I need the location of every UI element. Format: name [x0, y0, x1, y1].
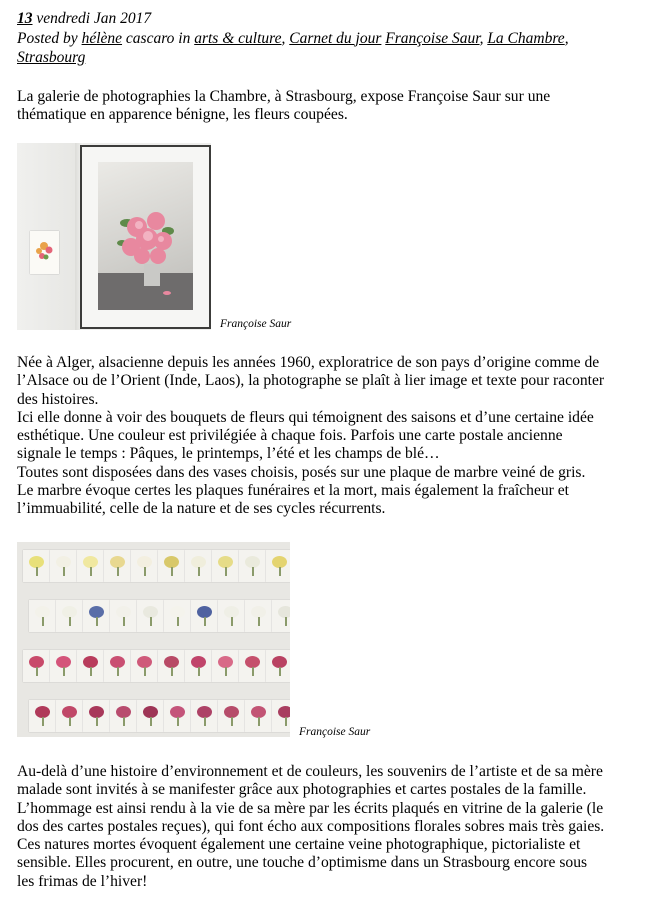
text-line: l’Alsace ou de l’Orient (Inde, Laos), la photographe se plaît à lier image et texte pour raconter — [17, 372, 605, 390]
flower-thumbnail — [50, 550, 77, 582]
stem-shape — [42, 717, 44, 726]
stem-shape — [252, 567, 254, 576]
category-separator: , — [281, 29, 290, 47]
stem-shape — [150, 717, 152, 726]
intro-paragraph — [17, 88, 643, 125]
stem-shape — [42, 617, 44, 626]
flower-thumbnail — [23, 550, 50, 582]
flower-thumbnail — [272, 600, 290, 632]
stem-shape — [63, 667, 65, 676]
flower-thumbnail — [239, 650, 266, 682]
exhibition-photo-peonies — [17, 143, 211, 330]
stem-shape — [144, 567, 146, 576]
posted-by-label: Posted by — [17, 29, 82, 47]
flower-thumbnail — [77, 550, 104, 582]
flower-thumbnail — [56, 700, 83, 732]
text-line: les frimas de l’hiver! — [17, 872, 148, 890]
stem-shape — [225, 567, 227, 576]
flower-thumbnail — [104, 650, 131, 682]
stem-shape — [279, 667, 281, 676]
text-line: Le marbre évoque certes les plaques funéraires et la mort, mais également la fraîcheur et — [17, 482, 570, 500]
stem-shape — [279, 567, 281, 576]
stem-shape — [96, 717, 98, 726]
flower-thumbnail — [272, 700, 290, 732]
flower-thumbnail — [110, 700, 137, 732]
text-line: Ici elle donne à voir des bouquets de fleurs qui témoignent des saisons et d’une certaine idée — [17, 408, 594, 426]
text-line: malade sont invités à se manifester grâce aux photographies et cartes postales de la famille. — [17, 781, 587, 799]
stem-shape — [123, 617, 125, 626]
category-link-strasbourg[interactable]: Strasbourg — [17, 49, 86, 66]
flower-thumbnail — [266, 650, 290, 682]
flower-thumbnail — [245, 700, 272, 732]
post-byline-cont — [17, 48, 637, 68]
flower-thumbnail — [185, 650, 212, 682]
text-line: signale le temps : Pâques, le printemps, l’été et les champs de blé… — [17, 445, 440, 463]
stem-shape — [285, 717, 287, 726]
flower-thumbnail — [218, 700, 245, 732]
flower-thumbnail — [83, 700, 110, 732]
stem-shape — [285, 617, 287, 626]
flower-thumbnail — [131, 550, 158, 582]
stem-shape — [204, 617, 206, 626]
flower-thumbnail — [218, 600, 245, 632]
flower-thumbnail — [212, 550, 239, 582]
bouquet-shape — [278, 706, 290, 718]
flower-thumbnail — [131, 650, 158, 682]
stem-shape — [258, 617, 260, 626]
text-line: thématique en apparence bénigne, les fleurs coupées. — [17, 106, 348, 124]
stem-shape — [225, 667, 227, 676]
stem-shape — [231, 717, 233, 726]
flower-thumbnail — [50, 650, 77, 682]
stem-shape — [36, 567, 38, 576]
stem-shape — [36, 667, 38, 676]
peony-bouquet-drawing — [17, 143, 211, 330]
flower-thumbnail — [266, 550, 290, 582]
stem-shape — [117, 667, 119, 676]
flower-thumbnail — [29, 600, 56, 632]
flower-thumbnail — [191, 700, 218, 732]
stem-shape — [90, 667, 92, 676]
category-link-arts[interactable]: arts & culture — [194, 29, 282, 47]
text-line: L’hommage est ainsi rendu à la vie de sa mère par les écrits plaqués en vitrine de la galerie (le — [17, 799, 604, 817]
flower-thumbnail — [83, 600, 110, 632]
flower-thumbnail — [56, 600, 83, 632]
stem-shape — [69, 617, 71, 626]
text-line: Toutes sont disposées dans des vases choisis, posés sur une plaque de marbre veiné de gris. — [17, 463, 586, 481]
flower-thumbnail — [164, 600, 191, 632]
text-line: des histoires. — [17, 390, 99, 408]
bouquet-shape — [278, 606, 290, 618]
category-link-la-chambre[interactable]: La Chambre — [487, 29, 565, 47]
stem-shape — [123, 717, 125, 726]
flower-thumbnail — [137, 700, 164, 732]
flower-thumbnail — [245, 600, 272, 632]
post-byline — [17, 29, 637, 49]
flower-thumbnail — [158, 550, 185, 582]
flower-thumbnail — [104, 550, 131, 582]
flower-thumbnail — [164, 700, 191, 732]
flower-thumbnail — [185, 550, 212, 582]
text-line: l’immuabilité, celle de la nature et de ses cycles récurrents. — [17, 500, 386, 518]
flower-thumbnail — [158, 650, 185, 682]
flower-thumbnail — [77, 650, 104, 682]
category-separator: , — [564, 29, 569, 47]
text-line: Au-delà d’une histoire d’environnement et de couleurs, les souvenirs de l’artiste et de sa mère — [17, 763, 603, 780]
post-day: 13 — [17, 10, 33, 27]
stem-shape — [177, 717, 179, 726]
text-line: Née à Alger, alsacienne depuis les années 1960, exploratrice de son pays d’origine comme de — [17, 354, 600, 371]
stem-shape — [204, 717, 206, 726]
flower-thumbnail — [23, 650, 50, 682]
stem-shape — [117, 567, 119, 576]
category-link-carnet[interactable]: Carnet du jour — [289, 29, 382, 47]
text-line: dos des cartes postales reçues), qui font écho aux compositions florales sobres mais très gaies. — [17, 817, 605, 835]
flower-thumbnail — [110, 600, 137, 632]
stem-shape — [90, 567, 92, 576]
text-line: sensible. Elles procurent, en outre, une touche d’optimisme dans un Strasbourg encore sous — [17, 854, 588, 872]
category-separator: , — [479, 29, 488, 47]
stem-shape — [171, 567, 173, 576]
text-line: esthétique. Une couleur est privilégiée à chaque fois. Parfois une carte postale ancienne — [17, 427, 563, 445]
stem-shape — [231, 617, 233, 626]
stem-shape — [69, 717, 71, 726]
flower-thumbnail — [29, 700, 56, 732]
post-date — [17, 9, 637, 29]
post-meta — [17, 9, 637, 68]
stem-shape — [171, 667, 173, 676]
stem-shape — [258, 717, 260, 726]
body-paragraph-1 — [17, 354, 643, 519]
author-link[interactable]: hélène — [81, 29, 123, 47]
post-date-text: vendredi Jan 2017 — [32, 10, 152, 27]
stem-shape — [144, 667, 146, 676]
stem-shape — [198, 667, 200, 676]
text-line: Ces natures mortes évoquent également une certaine veine photographique, pictorialiste et — [17, 836, 581, 854]
stem-shape — [63, 567, 65, 576]
stem-shape — [150, 617, 152, 626]
text-line: La galerie de photographies la Chambre, à Strasbourg, expose Françoise Saur sur une — [17, 88, 551, 105]
stem-shape — [198, 567, 200, 576]
category-link-francoise-saur[interactable]: Françoise Saur — [385, 29, 480, 47]
flower-thumbnail — [212, 650, 239, 682]
stem-shape — [96, 617, 98, 626]
flower-thumbnail — [137, 600, 164, 632]
photo-caption: Françoise Saur — [220, 318, 292, 330]
stem-shape — [177, 617, 179, 626]
flower-thumbnail — [239, 550, 266, 582]
photo-caption: Françoise Saur — [299, 726, 371, 738]
author-rest: cascaro in — [122, 29, 195, 47]
body-paragraph-2 — [17, 763, 643, 891]
flower-thumbnail — [191, 600, 218, 632]
exhibition-photo-wall — [17, 542, 290, 737]
stem-shape — [252, 667, 254, 676]
